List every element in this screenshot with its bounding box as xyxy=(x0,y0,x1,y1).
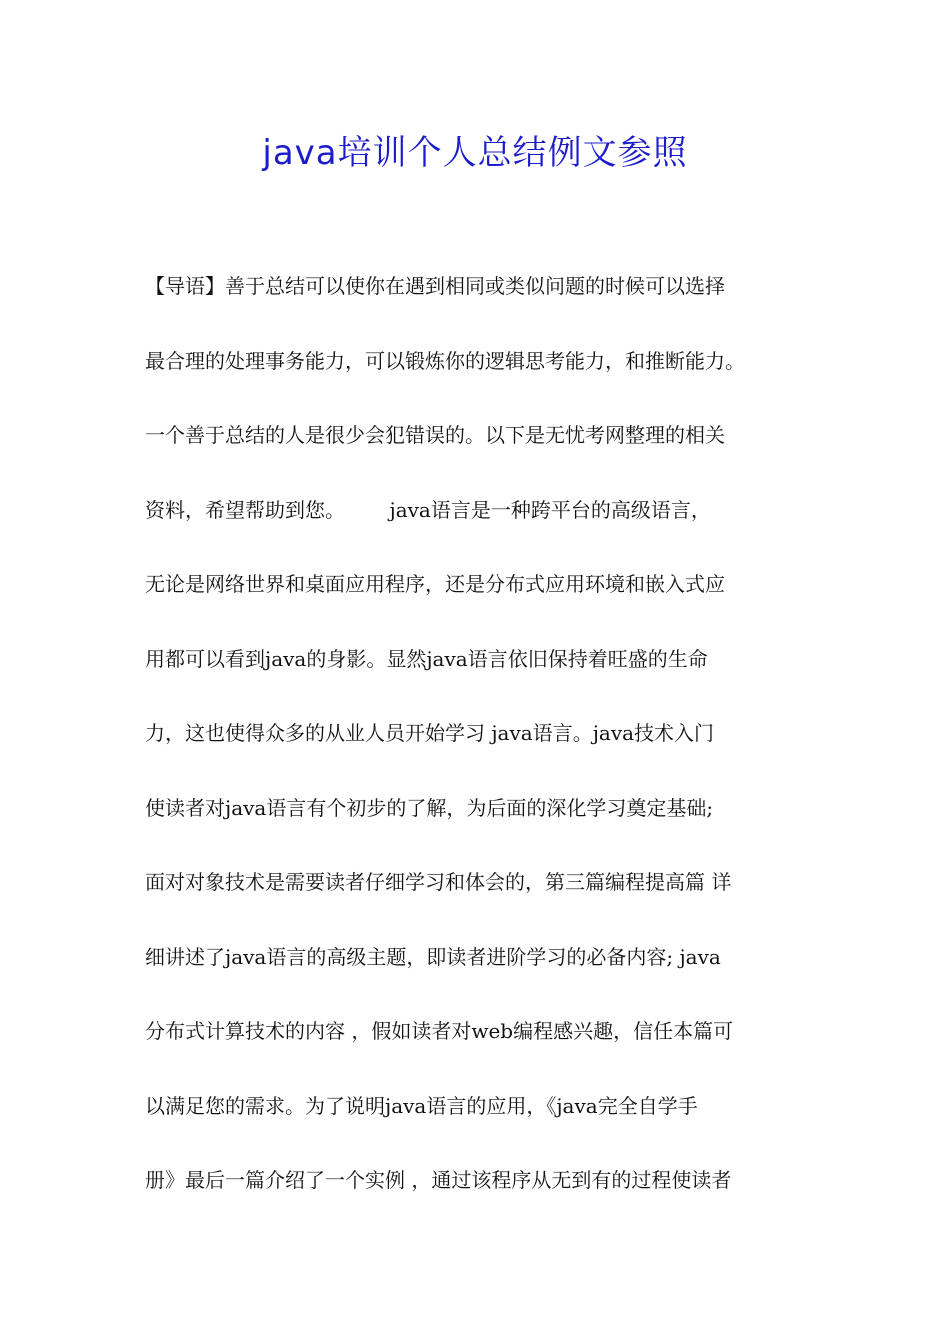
body-line: 册》最后一篇介绍了一个实例 ，通过该程序从无到有的过程使读者 xyxy=(145,1168,732,1192)
body-line: 最合理的处理事务能力，可以锻炼你的逻辑思考能力，和推断能力。 xyxy=(145,348,745,373)
body-line: 使读者对java语言有个初步的了解，为后面的深化学习奠定基础; xyxy=(145,795,714,820)
body-line: 【导语】善于总结可以使你在遇到相同或类似问题的时候可以选择 xyxy=(145,274,725,298)
body-line: 一个善于总结的人是很少会犯错误的。以下是无忧考网整理的相关 xyxy=(145,423,725,447)
body-line: 以满足您的需求。为了说明java语言的应用，《java完全自学手 xyxy=(145,1093,698,1118)
document-title: java培训个人总结例文参照 xyxy=(262,133,688,173)
body-line: 用都可以看到java的身影。显然java语言依旧保持着旺盛的生命 xyxy=(145,646,708,671)
body-line: 资料，希望帮助到您。 java语言是一种跨平台的高级语言， xyxy=(145,497,711,522)
body-line: 分布式计算技术的内容 ，假如读者对web编程感兴趣，信任本篇可 xyxy=(145,1019,734,1043)
document-body xyxy=(145,266,815,1235)
body-line: 力，这也使得众多的从业人员开始学习 java语言。java技术入门 xyxy=(145,721,715,745)
body-line: 细讲述了java语言的高级主题，即读者进阶学习的必备内容; java xyxy=(145,944,721,969)
body-line: 面对对象技术是需要读者仔细学习和体会的，第三篇编程提高篇 详 xyxy=(145,870,732,894)
body-line: 无论是网络世界和桌面应用程序，还是分布式应用环境和嵌入式应 xyxy=(145,572,725,596)
